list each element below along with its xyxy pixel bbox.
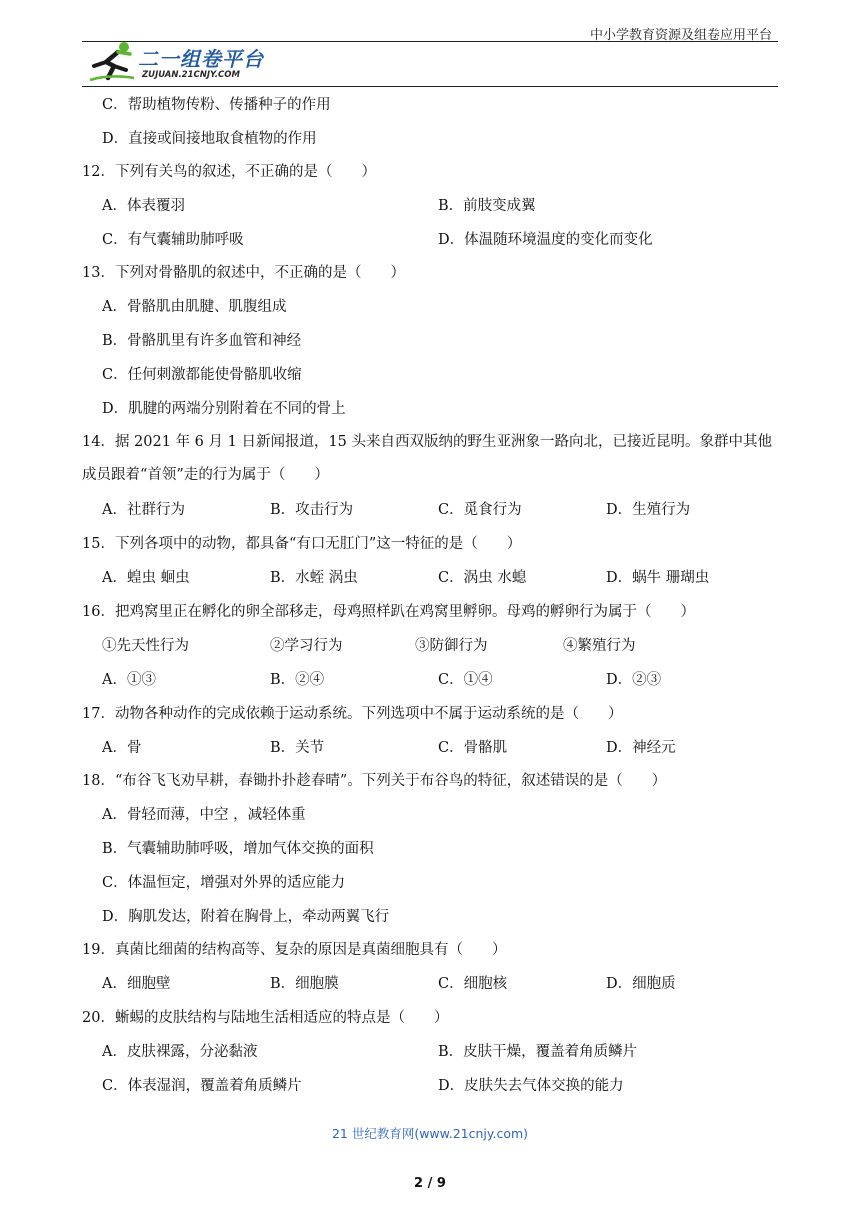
q16-statement-3: ③防御行为 — [415, 638, 488, 654]
question-13: 13．下列对骨骼肌的叙述中，不正确的是（ ） — [82, 265, 405, 281]
q17-option-b: B．关节 — [270, 740, 325, 756]
question-16: 16．把鸡窝里正在孵化的卵全部移走，母鸡照样趴在鸡窝里孵卵。母鸡的孵卵行为属于（ ） — [82, 604, 695, 620]
q19-option-b: B．细胞膜 — [270, 976, 339, 992]
q16-statement-2: ②学习行为 — [270, 638, 343, 654]
logo — [88, 40, 278, 84]
runner-logo-icon — [88, 40, 136, 84]
q11-option-c: C．帮助植物传粉、传播种子的作用 — [102, 97, 331, 113]
q18-option-d: D．胸肌发达，附着在胸骨上，牵动两翼飞行 — [102, 909, 390, 925]
q15-option-a: A．蝗虫 蛔虫 — [102, 570, 190, 586]
q15-option-d: D．蜗牛 珊瑚虫 — [606, 570, 710, 586]
q16-statement-1: ①先天性行为 — [102, 638, 189, 654]
q17-option-d: D．神经元 — [606, 740, 676, 756]
q18-option-b: B．气囊辅助肺呼吸，增加气体交换的面积 — [102, 841, 374, 857]
q14-option-a: A．社群行为 — [102, 502, 185, 518]
footer-site-link[interactable]: 21 世纪教育网(www.21cnjy.com) — [331, 1126, 529, 1141]
q16-option-b: B．②④ — [270, 672, 325, 688]
q11-option-d: D．直接或间接地取食植物的作用 — [102, 131, 317, 147]
q20-option-a: A．皮肤裸露，分泌黏液 — [102, 1044, 258, 1060]
q19-option-c: C．细胞核 — [438, 976, 508, 992]
q14-option-c: C．觅食行为 — [438, 502, 522, 518]
q12-option-d: D．体温随环境温度的变化而变化 — [438, 232, 653, 248]
q12-option-b: B．前肢变成翼 — [438, 198, 536, 214]
question-17: 17．动物各种动作的完成依赖于运动系统。下列选项中不属于运动系统的是（ ） — [82, 706, 623, 722]
q20-option-c: C．体表湿润，覆盖着角质鳞片 — [102, 1078, 302, 1094]
q13-option-c: C．任何刺激都能使骨骼肌收缩 — [102, 367, 302, 383]
q20-option-b: B．皮肤干燥，覆盖着角质鳞片 — [438, 1044, 638, 1060]
logo-subtitle: ZUJUAN.21CNJY.COM — [142, 70, 240, 80]
q14-option-b: B．攻击行为 — [270, 502, 354, 518]
q20-option-d: D．皮肤失去气体交换的能力 — [438, 1078, 624, 1094]
question-18: 18．“布谷飞飞劝早耕，春锄扑扑趁春晴”。下列关于布谷鸟的特征，叙述错误的是（ ） — [82, 773, 667, 789]
q19-option-a: A．细胞壁 — [102, 976, 171, 992]
q18-option-a: A．骨轻而薄，中空 ，减轻体重 — [102, 807, 306, 823]
header-divider-lower — [82, 86, 778, 87]
q13-option-a: A．骨骼肌由肌腱、肌腹组成 — [102, 299, 287, 315]
q18-option-c: C．体温恒定，增强对外界的适应能力 — [102, 875, 346, 891]
q15-option-b: B．水蛭 涡虫 — [270, 570, 358, 586]
question-20: 20．蜥蜴的皮肤结构与陆地生活相适应的特点是（ ） — [82, 1010, 449, 1026]
question-12: 12．下列有关鸟的叙述，不正确的是（ ） — [82, 164, 376, 180]
q14-option-d: D．生殖行为 — [606, 502, 691, 518]
q12-option-c: C．有气囊辅助肺呼吸 — [102, 232, 244, 248]
platform-text: 中小学教育资源及组卷应用平台 — [589, 28, 772, 43]
q16-statement-4: ④繁殖行为 — [563, 638, 636, 654]
q13-option-d: D．肌腱的两端分别附着在不同的骨上 — [102, 401, 346, 417]
question-14: 14．据 2021 年 6 月 1 日新闻报道，15 头来自西双版纳的野生亚洲象一路向北，已接近昆明。象群中其他成员跟着“首领”走的行为属于（ ） — [82, 434, 773, 483]
q16-option-a: A．①③ — [102, 672, 156, 688]
question-19: 19．真菌比细菌的结构高等、复杂的原因是真菌细胞具有（ ） — [82, 942, 507, 958]
q12-option-a: A．体表覆羽 — [102, 198, 185, 214]
q17-option-c: C．骨骼肌 — [438, 740, 508, 756]
q15-option-c: C．涡虫 水螅 — [438, 570, 527, 586]
q16-option-c: C．①④ — [438, 672, 493, 688]
q13-option-b: B．骨骼肌里有许多血管和神经 — [102, 333, 302, 349]
q17-option-a: A．骨 — [102, 740, 142, 756]
page-number: 2 / 9 — [414, 1176, 446, 1191]
question-15: 15．下列各项中的动物，都具备“有口无肛门”这一特征的是（ ） — [82, 536, 522, 552]
q16-option-d: D．②③ — [606, 672, 662, 688]
q19-option-d: D．细胞质 — [606, 976, 676, 992]
logo-title: 二一组卷平台 — [138, 47, 264, 71]
